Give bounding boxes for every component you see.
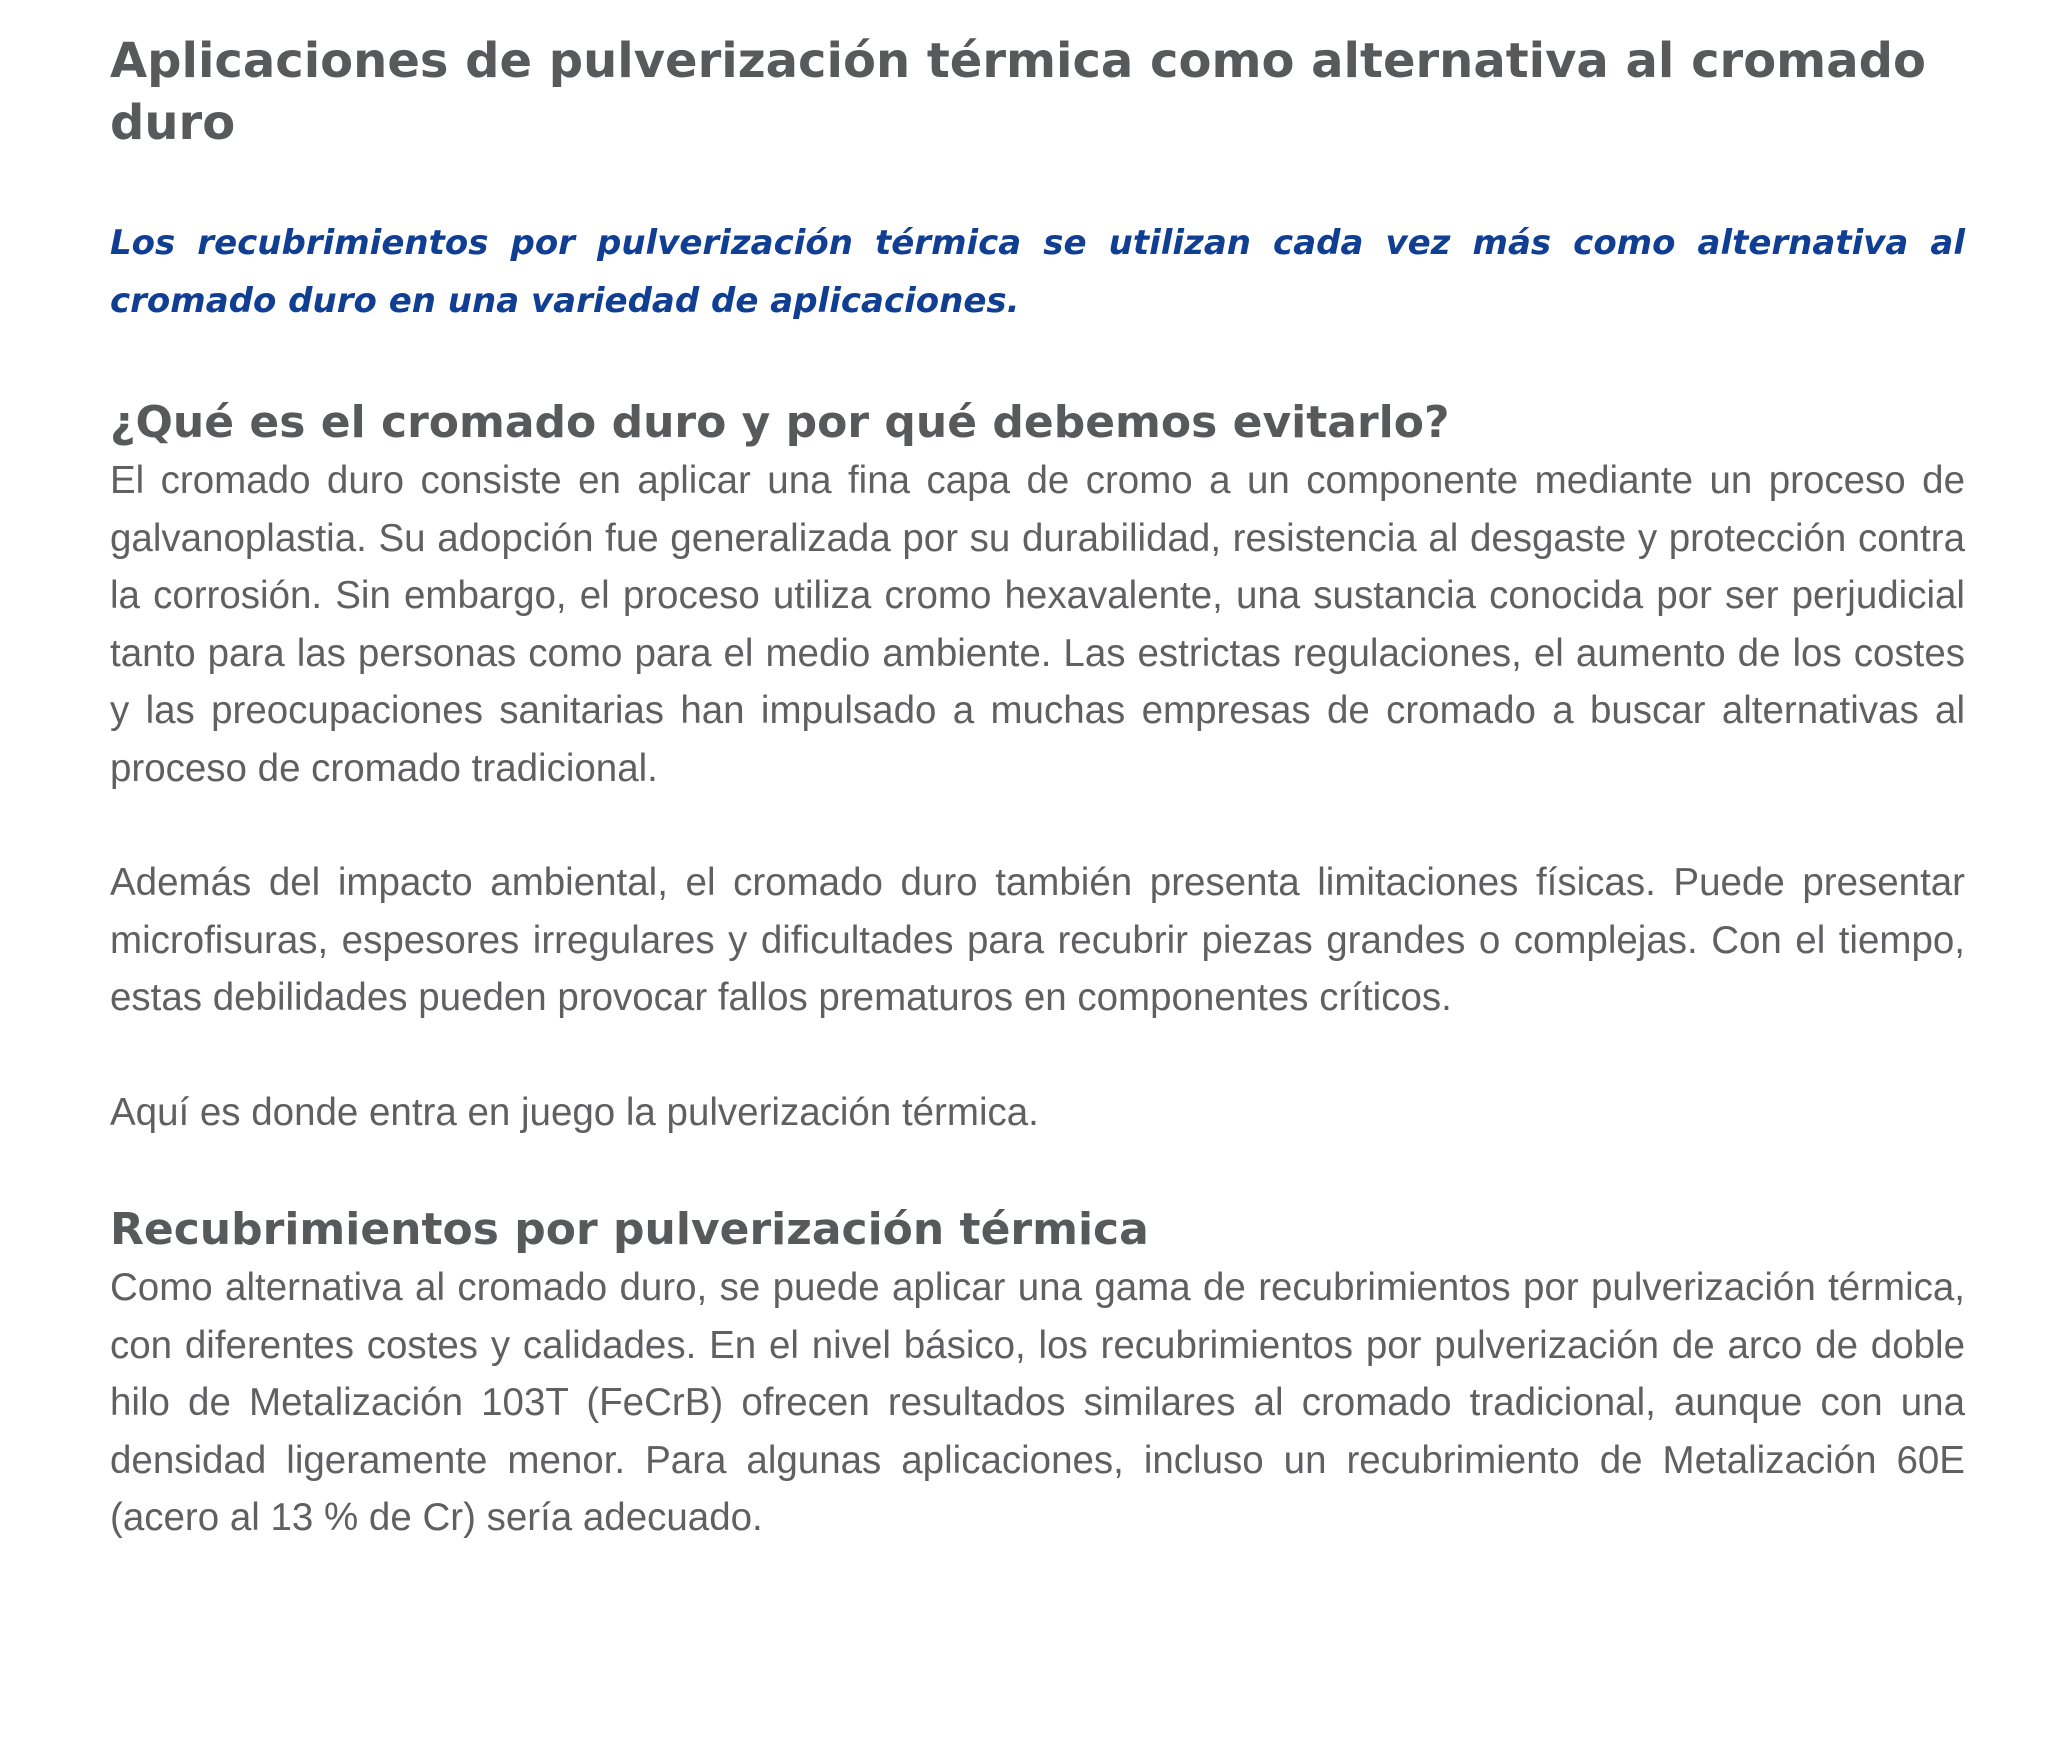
article [110, 30, 1965, 1547]
section-paragraph: Además del impacto ambiental, el cromado duro también presenta limitaciones físicas. Puede presentar microfisuras, espesores irregulares y dificultades para recubrir piezas grandes o complejas. Con el tiempo, estas debilidades pueden provocar fallos prematuros en componentes críticos. [110, 861, 1965, 1019]
page-title: Aplicaciones de pulverización térmica como alternativa al cromado duro [110, 33, 1926, 151]
section-paragraph: El cromado duro consiste en aplicar una fina capa de cromo a un componente mediante un proceso de galvanoplastia. Su adopción fue generalizada por su durabilidad, resistencia al desgaste y protección contra la corrosión. Sin embargo, el proceso utiliza cromo hexavalente, una sustancia conocida por ser perjudicial tanto para las personas como para el medio ambiente. Las estrictas regulaciones, el aumento de los costes y las preocupaciones sanitarias han impulsado a muchas empresas de cromado a buscar alternativas al proceso de cromado tradicional. [110, 459, 1965, 790]
section-heading-hard-chrome: ¿Qué es el cromado duro y por qué debemos evitarlo? [110, 397, 1450, 448]
section-heading-thermal-spray: Recubrimientos por pulverización térmica [110, 1204, 1149, 1255]
section-paragraph: Como alternativa al cromado duro, se puede aplicar una gama de recubrimientos por pulverización térmica, con diferentes costes y calidades. En el nivel básico, los recubrimientos por pulverización de arco de doble hilo de Metalización 103T (FeCrB) ofrecen resultados similares al cromado tradicional, aunque con una densidad ligeramente menor. Para algunas aplicaciones, incluso un recubrimiento de Metalización 60E (acero al 13 % de Cr) sería adecuado. [110, 1266, 1965, 1539]
section-paragraph: Aquí es donde entra en juego la pulverización térmica. [110, 1090, 1039, 1134]
lead-paragraph: Los recubrimientos por pulverización térmica se utilizan cada vez más como alternativa al cromado duro en una variedad de aplicaciones. [110, 223, 1965, 321]
